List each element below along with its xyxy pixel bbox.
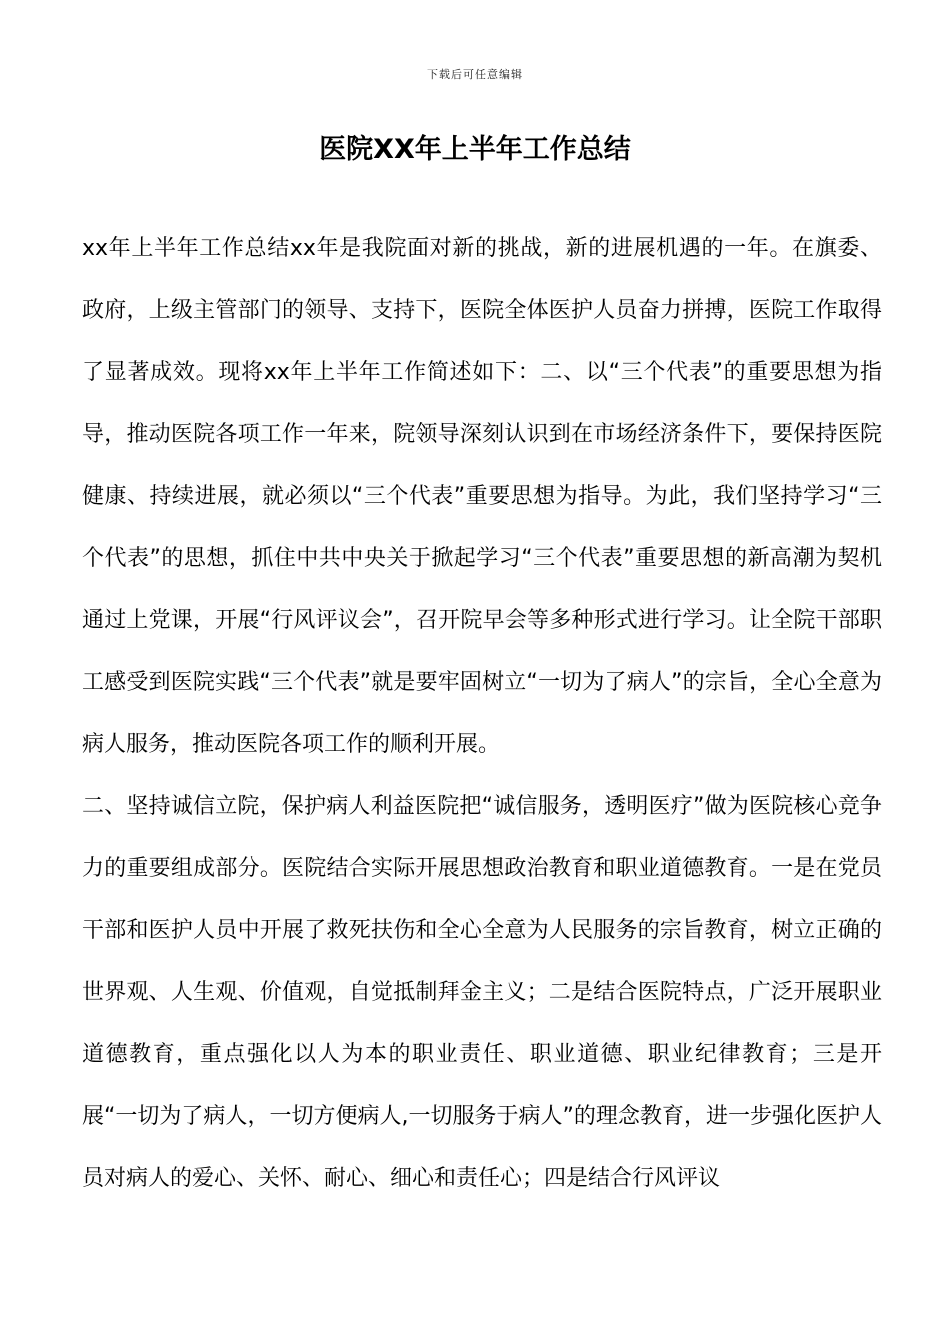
document-title: 医院XX年上半年工作总结 <box>319 134 631 165</box>
paragraph-1: xx年上半年工作总结xx年是我院面对新的挑战，新的进展机遇的一年。在旗委、政府，上级主管部门的领导、支持下，医院全体医护人员奋力拼搏，医院工作取得了显著成效。现将xx年上半年工作简述如下：二、以“三个代表”的重要思想为指导，推动医院各项工作一年来，院领导深刻认识到在市场经济条件下，要保持医院健康、持续进展，就必须以“三个代表”重要思想为指导。为此，我们坚持学习“三个代表”的思想，抓住中共中央关于掀起学习“三个代表”重要思想的新高潮为契机通过上党课，开展“行风评议会”，召开院早会等多种形式进行学习。让全院干部职工感受到医院实践“三个代表”就是要牢固树立“一切为了病人”的宗旨，全心全意为病人服务，推动医院各项工作的顺利开展。 <box>82 236 882 757</box>
paragraph-2: 二、坚持诚信立院，保护病人利益医院把“诚信服务，透明医疗”做为医院核心竞争力的重要组成部分。医院结合实际开展思想政治教育和职业道德教育。一是在党员干部和医护人员中开展了救死扶伤和全心全意为人民服务的宗旨教育，树立正确的世界观、人生观、价值观，自觉抵制拜金主义；二是结合医院特点，广泛开展职业道德教育，重点强化以人为本的职业责任、职业道德、职业纪律教育；三是开展“一切为了病人，一切方便病人,一切服务于病人”的理念教育，进一步强化医护人员对病人的爱心、关怀、耐心、细心和责任心；四是结合行风评议 <box>82 794 882 1191</box>
header-note: 下载后可任意编辑 <box>427 68 523 81</box>
document-body <box>82 218 882 1210</box>
